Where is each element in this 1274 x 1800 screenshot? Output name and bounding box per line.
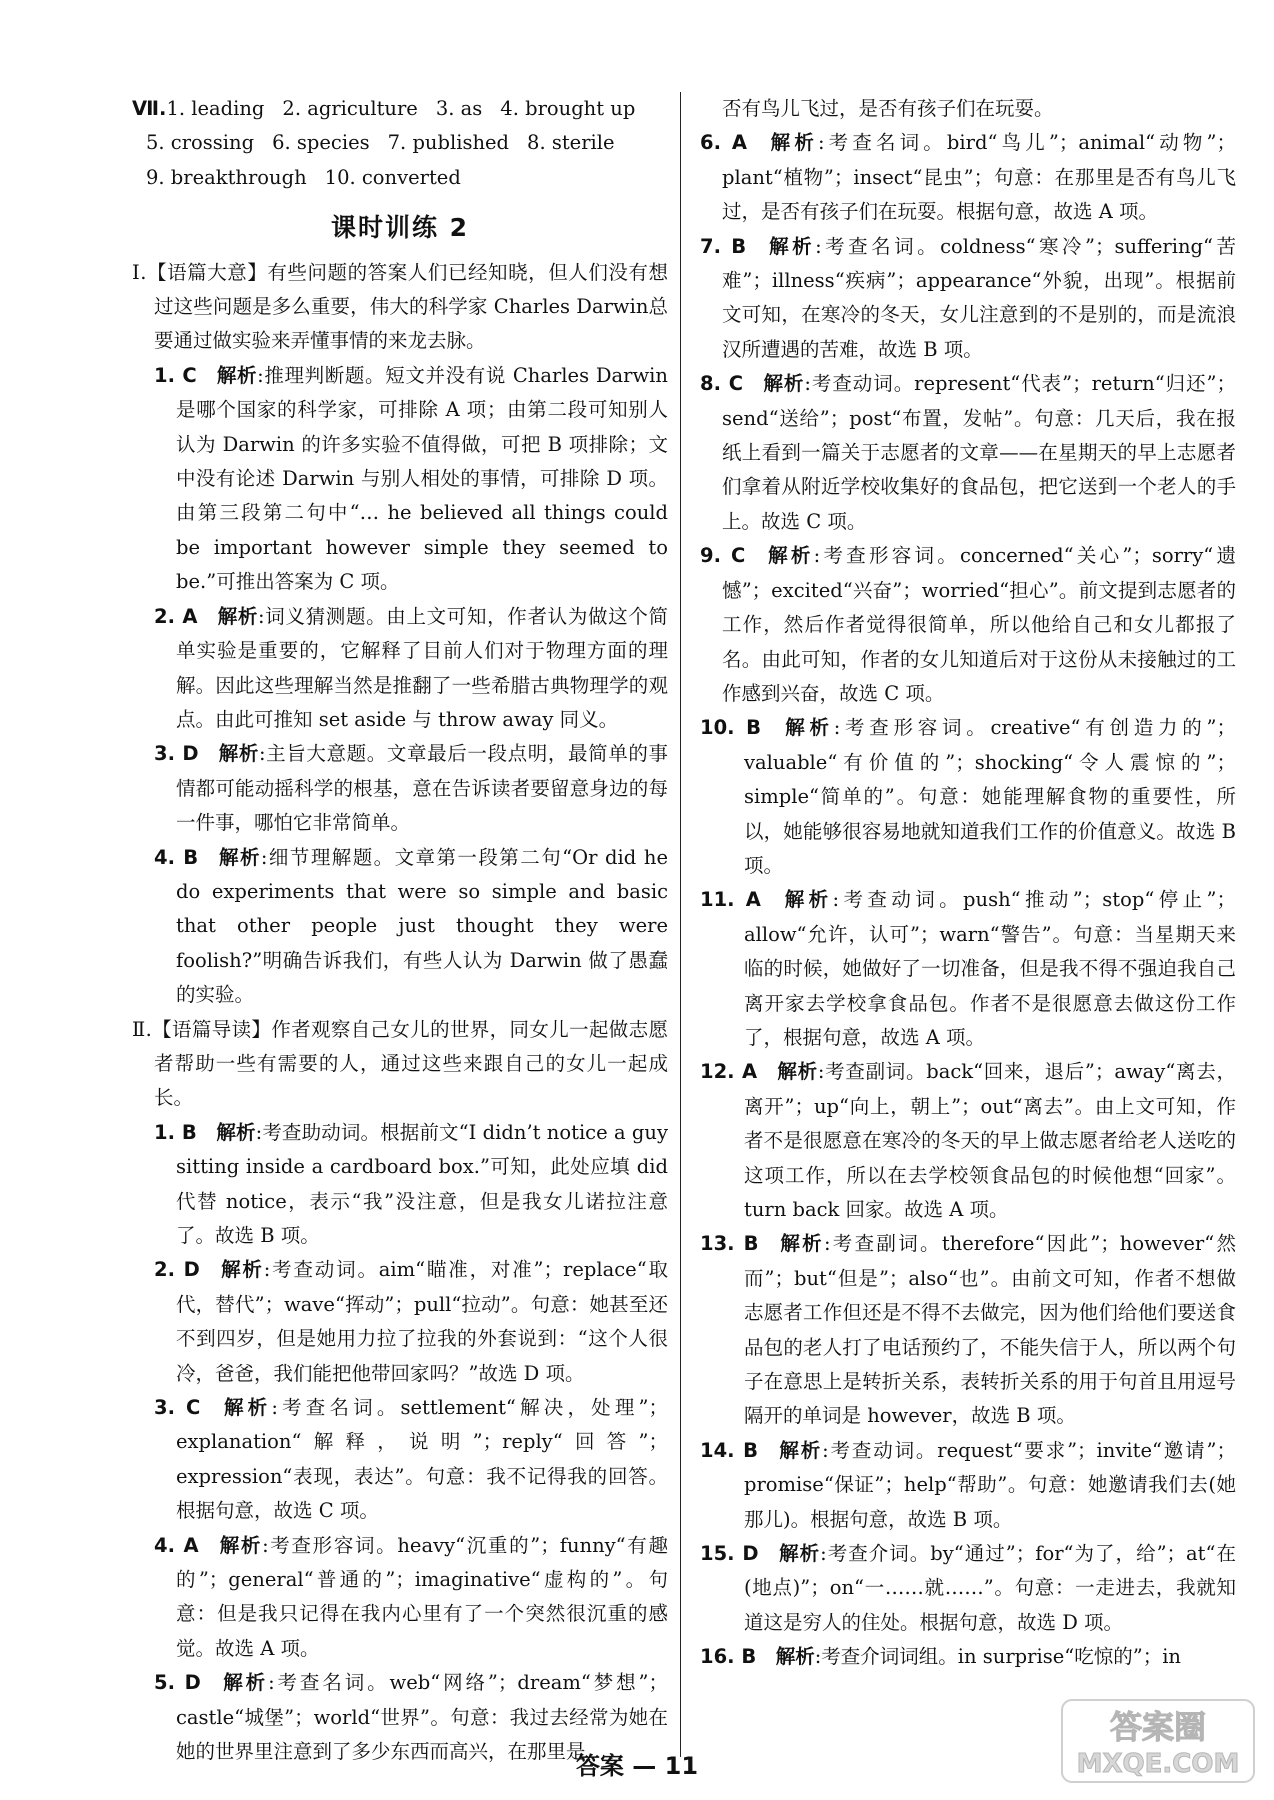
item-tag: 解析 xyxy=(220,1671,269,1695)
item-label: 2. A xyxy=(154,604,198,628)
answer-item xyxy=(700,126,1236,229)
item-tag: 解析 xyxy=(777,1438,823,1462)
answer: 2. agriculture xyxy=(282,97,418,120)
item-label: 10. B xyxy=(700,716,761,740)
answer-item xyxy=(700,539,1236,711)
answer: 8. sterile xyxy=(527,131,615,155)
item-tag: 解析 xyxy=(764,544,814,568)
item-label: 3. C xyxy=(154,1396,201,1420)
item-text: :考查助动词。根据前文“I didn’t notice a guy sitting inside a cardboard box.”可知，此处应填 did 代替 notice，表示“我”没注意，但是我女儿诺拉注意了。故选 B 项。 xyxy=(176,1120,668,1247)
answer-item xyxy=(700,230,1236,368)
answer-item xyxy=(700,1640,1236,1674)
answer-item xyxy=(154,1116,668,1254)
item-text: :考查形容词。concerned“关心”；sorry“遗憾”；excited“兴奋”；worried“担心”。前文提到志愿者的工作，然后作者觉得很简单，所以他给自己和女儿都报了名。由此可知，作者的女儿知道后对于这份从未接触过的工作感到兴奋，故选 C 项。 xyxy=(722,544,1236,705)
item-tag: 解析 xyxy=(218,742,259,766)
item-text: :考查介词词组。in surprise“吃惊的”；in xyxy=(814,1645,1181,1669)
item-label: 12. A xyxy=(700,1060,758,1084)
answer-item xyxy=(154,1391,668,1529)
item-text: :推理判断题。短文并没有说 Charles Darwin是哪个国家的科学家，可排除 A 项；由第二段可知别人认为 Darwin 的许多实验不值得做，可把 B 项排除；文中没有论述 Darwin 与别人相处的事情，可排除 D 项。由第三段第二句中“… he believed all things could be important however simple they seemed to be.”可推出答案为 C 项。 xyxy=(176,363,668,594)
item-tag: 解析 xyxy=(778,1232,824,1256)
answer-item xyxy=(700,711,1236,883)
page-footer: 答案 — 11 xyxy=(575,1752,699,1780)
left-column xyxy=(132,92,668,1770)
answer-item xyxy=(700,883,1236,1055)
continued-text: 否有鸟儿飞过，是否有孩子们在玩耍。 xyxy=(722,97,1054,120)
item-tag: 解析 xyxy=(776,1060,818,1084)
item-text: :考查副词。therefore“因此”；however“然而”；but“但是”；also“也”。由前文可知，作者不想做志愿者工作但还是不得不去做完，因为他们给他们要送食品包的老人打了电话预约了，不能失信于人，所以两个句子在意思上是转折关系，表转折关系的用于句首且用逗号隔开的单词是 however，故选 B 项。 xyxy=(744,1232,1236,1428)
part2-header: Ⅱ.【语篇导读】作者观察自己女儿的世界，同女儿一起做志愿者帮助一些有需要的人，通过这些来跟自己的女儿一起成长。 xyxy=(132,1017,668,1110)
answer: 5. crossing xyxy=(146,131,255,155)
answer: 6. species xyxy=(272,131,370,155)
item-label: 13. B xyxy=(700,1232,759,1256)
item-label: 5. D xyxy=(154,1671,201,1695)
answer-item xyxy=(154,600,668,738)
item-label: 14. B xyxy=(700,1438,759,1462)
answer: 9. breakthrough xyxy=(146,165,307,189)
item-text: :考查动词。push“推动”；stop“停止”；allow“允许，认可”；warn“警告”。句意：当星期天来临的时候，她做好了一切准备，但是我不得不强迫我自己离开家去学校拿食品包。作者不是很愿意去做这份工作了，根据句意，故选 A 项。 xyxy=(744,888,1236,1049)
item-text: :考查动词。represent“代表”；return“归还”；send“送给”；post“布置，发帖”。句意：几天后，我在报纸上看到一篇关于志愿者的文章——在星期天的早上志愿者们拿着从附近学校收集好的食品包，把它送到一个老人的手上。故选 C 项。 xyxy=(722,372,1237,533)
answer: 10. converted xyxy=(324,165,461,189)
answer-item xyxy=(154,737,668,840)
answer-item xyxy=(154,841,668,1013)
item-tag: 解析 xyxy=(765,234,816,258)
item-label: 16. B xyxy=(700,1645,757,1669)
item-tag: 解析 xyxy=(778,1542,821,1566)
answer-item xyxy=(154,1529,668,1667)
item-text: :考查名词。bird“鸟儿”；animal“动物”；plant“植物”；insect“昆虫”；句意：在那里是否有鸟儿飞过，是否有孩子们在玩耍。根据句意，故选 A 项。 xyxy=(722,131,1236,224)
answer-item xyxy=(700,1055,1236,1227)
answer: 7. published xyxy=(387,131,510,155)
item-text: :考查名词。web“网络”；dream“梦想”；castle“城堡”；world“世界”。句意：我过去经常为她在她的世界里注意到了多少东西而高兴，在那里是 xyxy=(176,1671,668,1764)
watermark-line2: MXQE.COM xyxy=(1076,1749,1240,1779)
answer-item xyxy=(700,1227,1236,1433)
item-tag: 解析 xyxy=(780,716,834,740)
item-label: 6. A xyxy=(700,131,748,155)
item-text: :考查动词。request“要求”；invite“邀请”；promise“保证”；help“帮助”。句意：她邀请我们去(她那儿)。根据句意，故选 B 项。 xyxy=(744,1438,1236,1531)
item-label: 8. C xyxy=(700,372,744,396)
item-text: :考查名词。coldness“寒冷”；suffering“苦难”；illness“疾病”；appearance“外貌，出现”。根据前文可知，在寒冷的冬天，女儿注意到的不是别的，而是流浪汉所遭遇的苦难，故选 B 项。 xyxy=(722,234,1236,361)
answer: 1. leading xyxy=(166,97,265,120)
item-text: :主旨大意题。文章最后一段点明，最简单的事情都可能动摇科学的根基，意在告诉读者要留意身边的每一件事，哪怕它非常简单。 xyxy=(176,742,668,835)
item-tag: 解析 xyxy=(219,1258,264,1282)
answers-row-2 xyxy=(132,126,668,160)
answer-item xyxy=(700,367,1236,539)
item-text: :考查动词。aim“瞄准，对准”；replace“取代，替代”；wave“挥动”；pull“拉动”。句意：她甚至还不到四岁，但是她用力拉了拉我的外套说到：“这个人很冷，爸爸，我们能把他带回家吗？”故选 D 项。 xyxy=(176,1258,668,1385)
item-text: :考查形容词。creative“有创造力的”；valuable“有价值的”；shocking“令人震惊的”；simple“简单的”。句意：她能理解食物的重要性，所以，她能够很容易地就知道我们工作的价值意义。故选 B 项。 xyxy=(744,716,1236,877)
part1-items xyxy=(132,359,668,1013)
item-label: 4. A xyxy=(154,1533,199,1557)
item-label: 11. A xyxy=(700,888,761,912)
item-label: 3. D xyxy=(154,742,199,766)
item-tag: 解析 xyxy=(775,1645,815,1669)
part1-header: Ⅰ.【语篇大意】有些问题的答案人们已经知晓，但人们没有想过这些问题是多么重要，伟大的科学家 Charles Darwin总要通过做实验来弄懂事情的来龙去脉。 xyxy=(132,260,668,353)
answer-item xyxy=(700,1537,1236,1640)
item-tag: 解析 xyxy=(766,131,818,155)
answer-item xyxy=(700,1434,1236,1537)
item-tag: 解析 xyxy=(216,363,258,387)
section-title: 课时训练 2 xyxy=(330,213,470,243)
right-column xyxy=(700,92,1236,1675)
answer-item xyxy=(154,359,668,600)
item-tag: 解析 xyxy=(218,1533,263,1557)
item-tag: 解析 xyxy=(780,888,833,912)
section-numeral: Ⅶ. xyxy=(132,97,167,120)
item-label: 4. B xyxy=(154,845,199,869)
watermark-line1: 答案圈 xyxy=(1109,1708,1207,1746)
answer: 3. as xyxy=(435,97,483,120)
item-label: 1. B xyxy=(154,1120,197,1144)
item-tag: 解析 xyxy=(762,372,805,396)
item-tag: 解析 xyxy=(217,604,259,628)
answer-item xyxy=(154,1253,668,1391)
item-text: :细节理解题。文章第一段第二句“Or did he do experiments that were so simple and basic that other people just thought they were foolish?”明确告诉我们，有些人认为 Darwin 做了愚蠢的实验。 xyxy=(176,845,668,1007)
item-text: :考查介词。by“通过”；for“为了，给”；at“在(地点)”；on“一……就……”。句意：一走进去，我就知道这是穷人的住处。根据句意，故选 D 项。 xyxy=(744,1542,1236,1634)
item-text: :考查形容词。heavy“沉重的”；funny“有趣的”；general“普通的”；imaginative“虚构的”。句意：但是我只记得在我内心里有了一个突然很沉重的感觉。故选 A 项。 xyxy=(176,1533,668,1660)
answer: 4. brought up xyxy=(500,97,636,120)
item-tag: 解析 xyxy=(217,845,261,869)
part2-items xyxy=(132,1116,668,1770)
item-label: 1. C xyxy=(154,363,197,387)
item-tag: 解析 xyxy=(219,1396,272,1420)
answers-row-3 xyxy=(132,161,668,195)
item-label: 9. C xyxy=(700,544,746,568)
answers-row-1 xyxy=(132,92,668,126)
item-label: 7. B xyxy=(700,234,747,258)
item-text: :考查副词。back“回来，退后”；away“离去，离开”；up“向上，朝上”；out“离去”。由上文可知，作者不是很愿意在寒冷的冬天的早上做志愿者给老人送吃的这项工作，所以在去学校领食品包的时候他想“回家”。turn back 回家。故选 A 项。 xyxy=(744,1060,1236,1221)
right-items xyxy=(700,126,1236,1674)
item-tag: 解析 xyxy=(216,1120,256,1144)
item-text: :考查名词。settlement“解决，处理”；explanation“解释，说明”；reply“回答”；expression“表现，表达”。句意：我不记得我的回答。根据句意，故选 C 项。 xyxy=(176,1396,668,1523)
item-label: 2. D xyxy=(154,1258,200,1282)
column-divider xyxy=(680,92,681,1757)
item-label: 15. D xyxy=(700,1542,759,1566)
item-text: :词义猜测题。由上文可知，作者认为做这个简单实验是重要的，它解释了目前人们对于物理方面的理解。因此这些理解当然是推翻了一些希腊古典物理学的观点。由此可推知 set aside 与 throw away 同义。 xyxy=(176,604,668,731)
watermark-logo xyxy=(1058,1696,1258,1786)
